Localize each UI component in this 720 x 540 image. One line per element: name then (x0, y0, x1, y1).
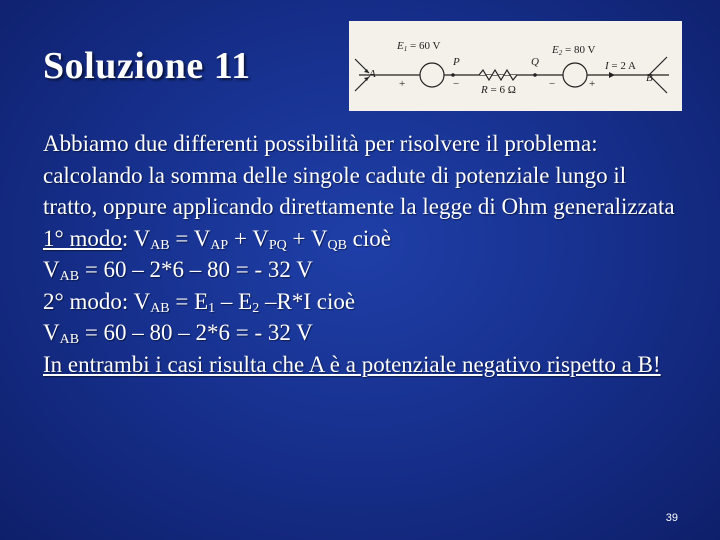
result-1-line: $V_{AB} = 60 - 2*6 - 80$ = - 32 V (43, 257, 313, 284)
node-b-label: B (646, 72, 653, 84)
conclusion-text: In entrambi i casi risulta che A è a potenziale negativo rispetto a B! (43, 351, 661, 377)
resistor (479, 70, 517, 80)
node-a-label: A (369, 68, 376, 80)
node-p-dot (451, 73, 455, 77)
source-e2 (563, 63, 587, 87)
source-e1 (420, 63, 444, 87)
e1-minus-sign: − (453, 78, 460, 90)
e2-minus-sign: − (549, 78, 556, 90)
slide-title: Soluzione 11 (43, 45, 251, 87)
current-arrow (609, 72, 615, 78)
result-2-line: $V_{AB} = 60 - 80 - 2*6$ = - 32 V (43, 320, 313, 347)
node-q-label: Q (531, 56, 539, 68)
current-label: I = 2 A (605, 60, 636, 72)
slide-body (43, 128, 683, 380)
resistor-label: R = 6 Ω (481, 84, 516, 96)
method-2-line: 2° modo: $V_{AB} = E_1 - E_2$ –R*I cioè (43, 288, 356, 316)
method-1-label: 1° modo (43, 225, 122, 251)
e2-label: E2 = 80 V (552, 44, 596, 57)
page-number: 39 (665, 512, 678, 524)
node-q-dot (533, 73, 537, 77)
circuit-svg (349, 21, 682, 111)
e2-plus-sign: + (589, 78, 596, 90)
method-1-line: 1° modo: $V_{AB} = V_{AP} + V_{PQ} + V_{QB}$ cioè (43, 225, 391, 253)
circuit-diagram (349, 21, 682, 111)
intro-paragraph: Abbiamo due differenti possibilità per risolvere il problema: calcolando la somma delle singole cadute di potenziale lungo il tratto, oppure applicando direttamente la legge di Ohm generalizzata (43, 131, 675, 219)
e1-plus-sign: + (399, 78, 406, 90)
node-p-label: P (453, 56, 460, 68)
e1-label: E1 = 60 V (397, 40, 441, 53)
